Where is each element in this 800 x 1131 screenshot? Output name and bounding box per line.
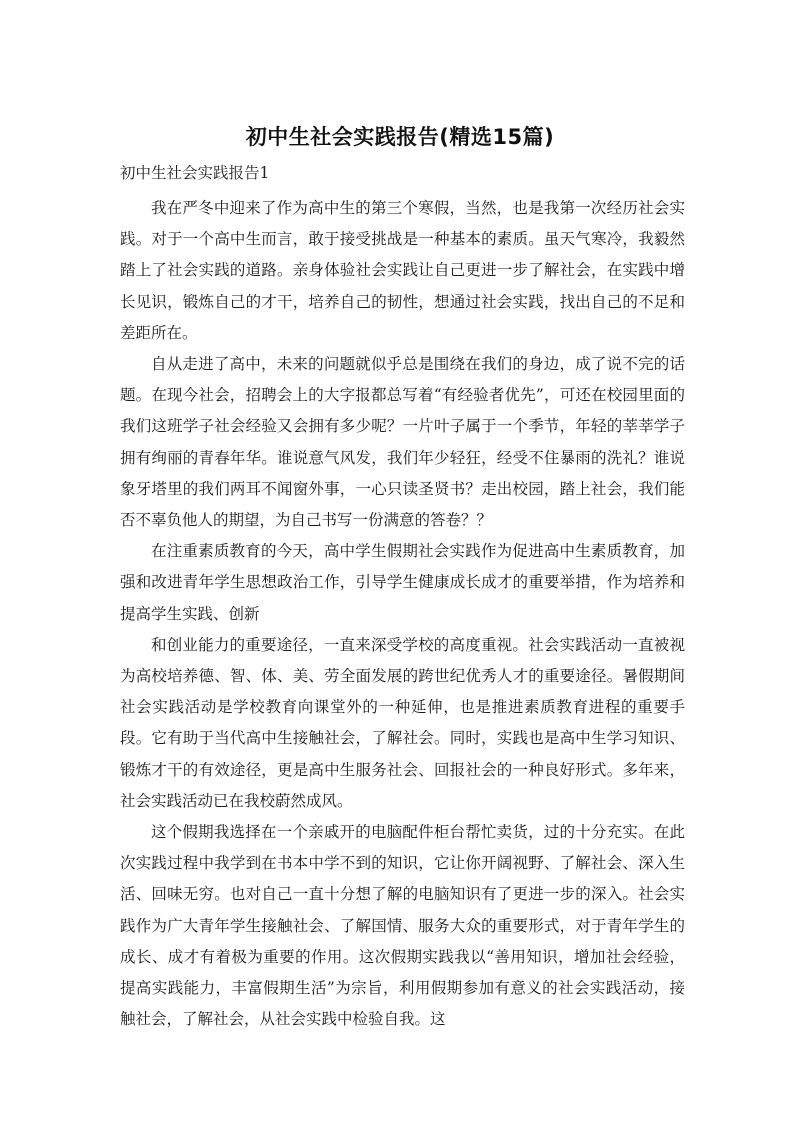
body-text <box>120 193 685 1035</box>
paragraph: 我在严冬中迎来了作为高中生的第三个寒假，当然，也是我第一次经历社会实践。对于一个高中生而言，敢于接受挑战是一种基本的素质。虽天气寒冷，我毅然踏上了社会实践的道路。亲身体验社会实践让自己更进一步了解社会，在实践中增长见识，锻炼自己的才干，培养自己的韧性，想通过社会实践，找出自己的不足和差距所在。 <box>120 199 685 342</box>
paragraph: 在注重素质教育的今天，高中学生假期社会实践作为促进高中生素质教育，加强和改进青年学生思想政治工作，引导学生健康成长成才的重要举措，作为培养和提高学生实践、创新 <box>120 542 685 623</box>
section-heading: 初中生社会实践报告1 <box>120 164 270 182</box>
document-title: 初中生社会实践报告(精选15篇) <box>245 125 555 149</box>
paragraph: 和创业能力的重要途径，一直来深受学校的高度重视。社会实践活动一直被视为高校培养德、智、体、美、劳全面发展的跨世纪优秀人才的重要途径。暑假期间社会实践活动是学校教育向课堂外的一种延伸，也是推进素质教育进程的重要手段。它有助于当代高中生接触社会，了解社会。同时，实践也是高中生学习知识、锻炼才干的有效途径，更是高中生服务社会、回报社会的一种良好形式。多年来，社会实践活动已在我校蔚然成风。 <box>120 635 685 810</box>
paragraph: 这个假期我选择在一个亲戚开的电脑配件柜台帮忙卖货，过的十分充实。在此次实践过程中我学到在书本中学不到的知识，它让你开阔视野、了解社会、深入生活、回味无穷。也对自己一直十分想了解的电脑知识有了更进一步的深入。社会实践作为广大青年学生接触社会、了解国情、服务大众的重要形式，对于青年学生的成长、成才有着极为重要的作用。这次假期实践我以“善用知识，增加社会经验，提高实践能力，丰富假期生活”为宗旨，利用假期参加有意义的社会实践活动，接触社会，了解社会，从社会实践中检验自我。这 <box>120 823 685 1029</box>
paragraph: 自从走进了高中，未来的问题就似乎总是围绕在我们的身边，成了说不完的话题。在现今社会，招聘会上的大字报都总写着“有经验者优先”，可还在校园里面的我们这班学子社会经验又会拥有多少呢？一片叶子属于一个季节，年轻的莘莘学子拥有绚丽的青春年华。谁说意气风发，我们年少轻狂，经受不住暴雨的洗礼？谁说象牙塔里的我们两耳不闻窗外事，一心只读圣贤书？走出校园，踏上社会，我们能否不辜负他人的期望，为自己书写一份满意的答卷？？ <box>120 355 685 530</box>
